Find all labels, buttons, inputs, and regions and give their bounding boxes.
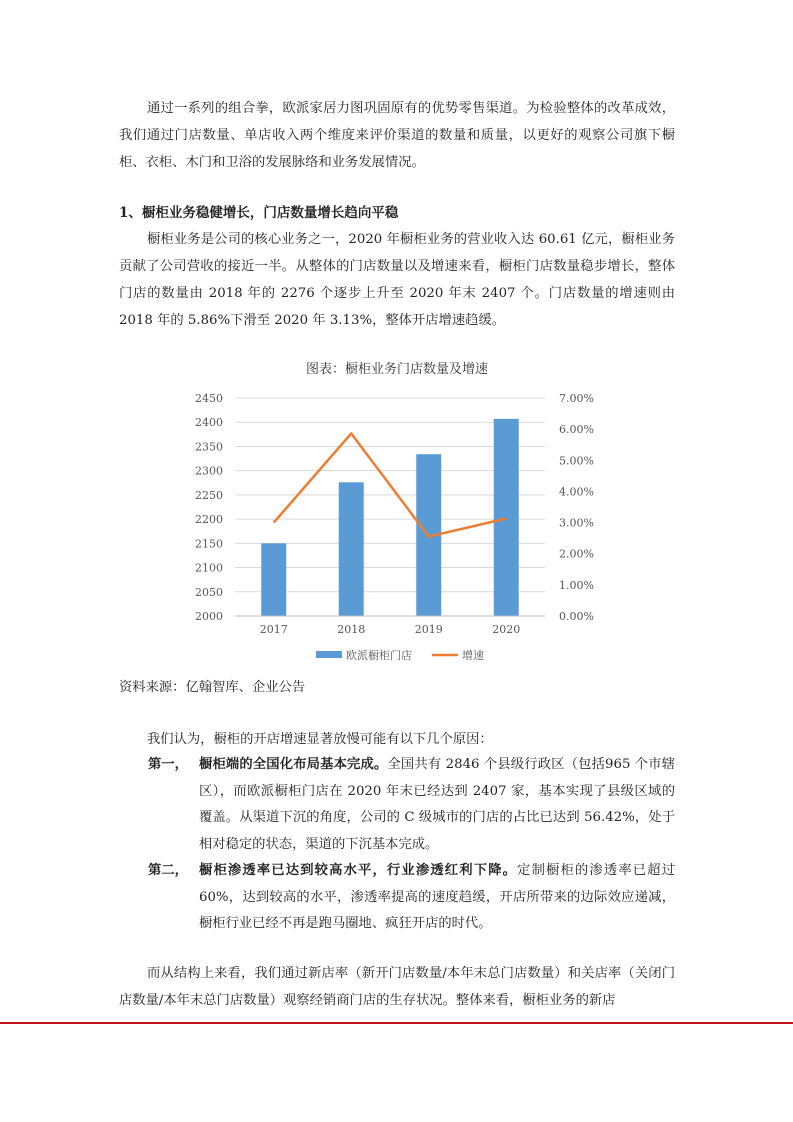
legend-line-label: 增速	[462, 649, 484, 662]
left-tick-label: 2400	[195, 416, 223, 430]
left-axis	[195, 392, 223, 623]
x-axis	[235, 616, 545, 636]
left-tick-label: 2150	[195, 537, 223, 551]
intro-paragraph: 通过一系列的组合拳，欧派家居力图巩固原有的优势零售渠道。为检验整体的改革成效，我们通过门店数量、单店收入两个维度来评价渠道的数量和质量，以更好的观察公司旗下橱柜、衣柜、木门和卫浴的发展脉络和业务发展情况。	[119, 101, 675, 170]
reason-item-2	[148, 858, 675, 938]
left-tick-label: 2350	[195, 440, 223, 454]
footer-rule	[0, 1022, 793, 1024]
x-tick-label: 2017	[259, 623, 288, 636]
right-tick-label: 7.00%	[559, 392, 594, 405]
left-tick-label: 2050	[195, 585, 223, 599]
left-tick-label: 2300	[195, 464, 223, 478]
left-tick-label: 2000	[195, 610, 223, 623]
reason-item-1	[148, 752, 675, 858]
line-series	[274, 434, 507, 537]
right-tick-label: 4.00%	[559, 485, 594, 499]
source-note: 资料来源：亿翰智库、企业公告	[119, 680, 306, 695]
bar-series	[261, 419, 519, 616]
closing-paragraph: 而从结构上来看，我们通过新店率（新开门店数量/本年末总门店数量）和关店率（关闭门店数量/本年末总门店数量）观察经销商门店的生存状况。整体来看，橱柜业务的新店	[119, 966, 675, 1008]
x-tick-label: 2019	[414, 623, 443, 636]
store-count-chart	[180, 350, 610, 670]
left-tick-label: 2200	[195, 513, 223, 527]
bar	[339, 482, 364, 616]
left-tick-label: 2450	[195, 392, 223, 405]
reason-bold: 橱柜渗透率已达到较高水平，行业渗透红利下降。	[199, 863, 518, 878]
bar	[494, 419, 519, 616]
reason-text: 全国共有 2846 个县级行政区（包括965 个市辖区），而欧派橱柜门店在 2020 年末已经达到 2407 家，基本实现了县级区域的覆盖。从渠道下沉的角度，公司的 C 级城市的门店的占比已达到 56.42%，处于相对稳定的状态，渠道的下沉基本完成。	[199, 757, 676, 852]
section-paragraph: 橱柜业务是公司的核心业务之一，2020 年橱柜业务的营业收入达 60.61 亿元，橱柜业务贡献了公司营收的接近一半。从整体的门店数量以及增速来看，橱柜门店数量稳步增长，整体门店的数量由 2018 年的 2276 个逐步上升至 2020 年末 2407 个。门店数量的增速则由 2018 年的 5.86%下滑至 2020 年 3.13%，整体开店增速趋缓。	[119, 232, 675, 328]
growth-line	[274, 434, 507, 537]
right-tick-label: 3.00%	[559, 516, 594, 530]
reasons-intro: 我们认为，橱柜的开店增速显著放慢可能有以下几个原因：	[147, 732, 493, 747]
chart-title: 图表：橱柜业务门店数量及增速	[305, 362, 489, 377]
left-tick-label: 2100	[195, 561, 223, 575]
right-tick-label: 0.00%	[559, 610, 594, 623]
right-tick-label: 2.00%	[559, 547, 594, 561]
section-heading: 1、橱柜业务稳健增长，门店数量增长趋向平稳	[119, 205, 399, 221]
chart-legend	[316, 648, 484, 662]
legend-bar-swatch	[316, 651, 342, 658]
right-tick-label: 5.00%	[559, 454, 594, 468]
reason-label: 第二，	[148, 863, 188, 878]
x-tick-label: 2020	[492, 623, 521, 636]
legend-bar-label: 欧派橱柜门店	[346, 649, 412, 662]
right-tick-label: 6.00%	[559, 423, 594, 437]
right-tick-label: 1.00%	[559, 578, 594, 592]
right-axis	[559, 392, 594, 623]
reason-text: 定制橱柜的渗透率已超过 60%，达到较高的水平，渗透率提高的速度趋缓，开店所带来的边际效应递减，橱柜行业已经不再是跑马圈地、疯狂开店的时代。	[199, 863, 676, 931]
reason-label: 第一，	[148, 757, 188, 772]
left-tick-label: 2250	[195, 488, 223, 502]
bar	[261, 543, 286, 616]
reason-bold: 橱柜端的全国化布局基本完成。	[199, 757, 388, 772]
x-tick-label: 2018	[337, 623, 366, 636]
